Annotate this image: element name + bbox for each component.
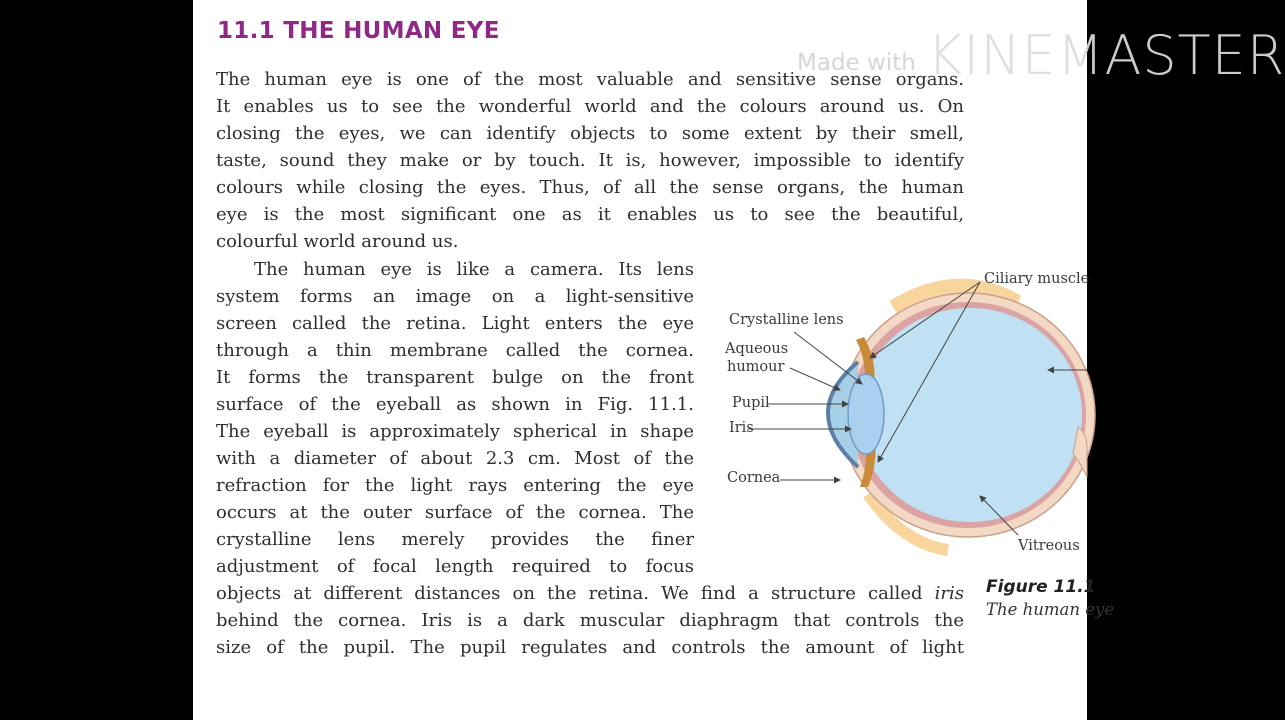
text-line	[216, 583, 964, 605]
text-line: refraction for the light rays entering the eye	[216, 475, 694, 496]
figure-caption-title: Figure 11.1	[986, 577, 1096, 597]
label-ciliary-muscle: Ciliary muscle	[984, 271, 1090, 287]
text-line: behind the cornea. Iris is a dark muscular diaphragm that controls the	[216, 610, 964, 631]
watermark-brand: KINEMASTER	[927, 24, 1285, 87]
label-aqueous: Aqueous	[725, 341, 789, 357]
italic-term-iris: iris	[934, 583, 964, 604]
text-line: eye is the most significant one as it enables us to see the beautiful,	[216, 204, 964, 225]
text-line: The human eye is like a camera. Its lens	[254, 259, 694, 280]
figure-caption-text: The human eye	[986, 600, 1115, 619]
crystalline-lens-shape	[848, 374, 884, 454]
text-line: crystalline lens merely provides the finer	[216, 529, 694, 550]
text-line: colours while closing the eyes. Thus, of all the sense organs, the human	[216, 177, 964, 198]
text-line: size of the pupil. The pupil regulates and controls the amount of light	[216, 637, 964, 658]
watermark-made-with: Made with	[797, 50, 916, 76]
text-line: through a thin membrane called the cornea.	[216, 340, 694, 361]
text-line: It forms the transparent bulge on the front	[216, 367, 694, 388]
text-line: adjustment of focal length required to focus	[216, 556, 694, 577]
text-line: with a diameter of about 2.3 cm. Most of the	[216, 448, 694, 469]
section-heading: 11.1 THE HUMAN EYE	[217, 18, 500, 44]
text-segment: objects at different distances on the retina. We find a structure called	[216, 583, 935, 604]
text-line: The human eye is one of the most valuable and sensitive sense organs.	[216, 69, 964, 90]
label-crystalline-lens: Crystalline lens	[729, 312, 844, 328]
text-line: occurs at the outer surface of the cornea. The	[216, 502, 694, 523]
text-line: closing the eyes, we can identify objects to some extent by their smell,	[216, 123, 964, 144]
text-line: taste, sound they make or by touch. It is, however, impossible to identify	[216, 150, 964, 171]
label-vitreous: Vitreous	[1018, 538, 1080, 554]
text-line: system forms an image on a light-sensitive	[216, 286, 694, 307]
leader-aqueous	[790, 368, 840, 390]
text-line: It enables us to see the wonderful world and the colours around us. On	[216, 96, 964, 117]
eye-diagram	[718, 262, 1090, 562]
kinemaster-watermark	[797, 24, 1285, 87]
label-iris: Iris	[729, 420, 754, 436]
text-line: The eyeball is approximately spherical in shape	[216, 421, 694, 442]
leader-lens	[794, 332, 862, 384]
text-line: screen called the retina. Light enters the eye	[216, 313, 694, 334]
label-cornea: Cornea	[727, 470, 781, 486]
label-pupil: Pupil	[732, 395, 770, 411]
vitreous-body	[858, 308, 1082, 522]
eye-illustration	[718, 262, 1090, 562]
text-line: colourful world around us.	[216, 231, 459, 252]
label-humour: humour	[727, 359, 785, 375]
text-line: surface of the eyeball as shown in Fig. 11.1.	[216, 394, 694, 415]
